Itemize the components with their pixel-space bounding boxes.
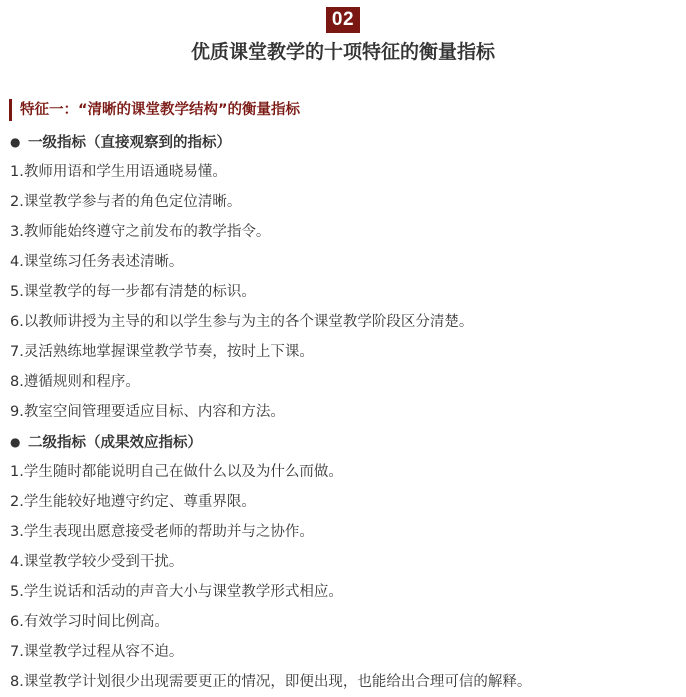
list-item: 8.课堂教学计划很少出现需要更正的情况，即便出现，也能给出合理可信的解释。: [10, 674, 532, 690]
level2-heading: [10, 427, 680, 457]
bullet-icon: ●: [10, 135, 21, 149]
list-item: 3.教师能始终遵守之前发布的教学指令。: [10, 224, 271, 240]
list-item: 4.课堂教学较少受到干扰。: [10, 554, 184, 570]
feature-heading: 特征一：“清晰的课堂教学结构”的衡量指标: [9, 99, 300, 121]
page-title: 优质课堂教学的十项特征的衡量指标: [190, 41, 495, 63]
indicator-list: [10, 127, 680, 697]
list-item: 5.课堂教学的每一步都有清楚的标识。: [10, 284, 256, 300]
list-item: 9.教室空间管理要适应目标、内容和方法。: [10, 404, 285, 420]
list-item: 7.灵活熟练地掌握课堂教学节奏，按时上下课。: [10, 344, 314, 360]
list-item: 5.学生说话和活动的声音大小与课堂教学形式相应。: [10, 584, 343, 600]
list-item: 8.遵循规则和程序。: [10, 374, 140, 390]
section-number-badge: 02: [326, 7, 360, 33]
bullet-icon: ●: [10, 435, 21, 449]
list-item: 6.以教师讲授为主导的和以学生参与为主的各个课堂教学阶段区分清楚。: [10, 314, 474, 330]
badge-container: [0, 7, 686, 33]
list-item: 3.学生表现出愿意接受老师的帮助并与之协作。: [10, 524, 314, 540]
list-item: 4.课堂练习任务表述清晰。: [10, 254, 184, 270]
list-item: 7.课堂教学过程从容不迫。: [10, 644, 184, 660]
list-item: 1.学生随时都能说明自己在做什么以及为什么而做。: [10, 464, 343, 480]
list-item: 6.有效学习时间比例高。: [10, 614, 169, 630]
level1-heading-text: 一级指标（直接观察到的指标）: [28, 135, 231, 151]
level1-heading: [10, 127, 680, 157]
level2-heading-text: 二级指标（成果效应指标）: [28, 435, 202, 451]
list-item: 2.课堂教学参与者的角色定位清晰。: [10, 194, 242, 210]
list-item: 2.学生能较好地遵守约定、尊重界限。: [10, 494, 256, 510]
list-item: 1.教师用语和学生用语通晓易懂。: [10, 164, 227, 180]
